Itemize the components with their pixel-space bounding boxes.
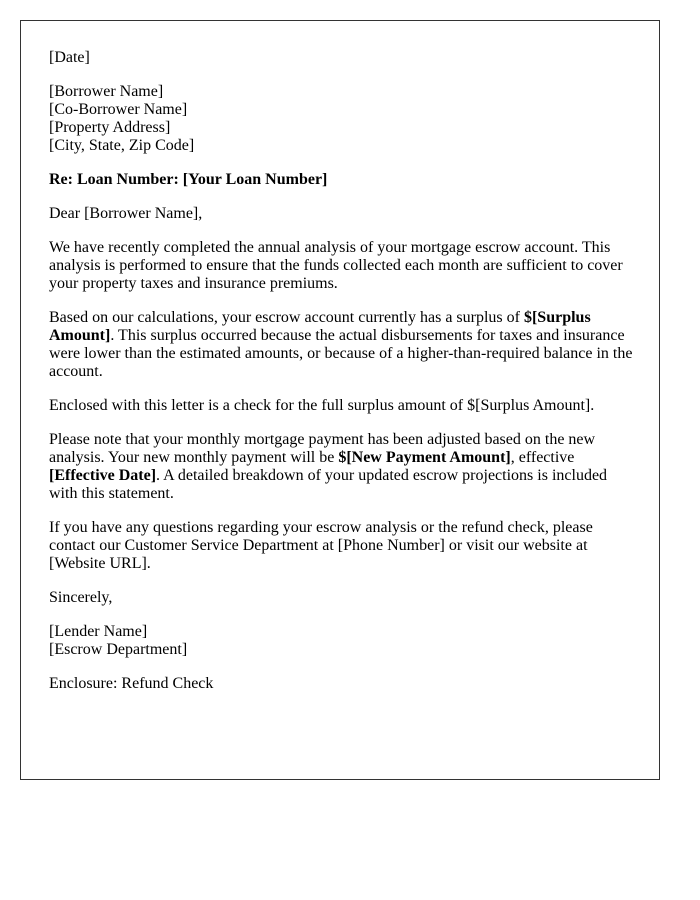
payment-text-post: . A detailed breakdown of your updated escrow projections is included with this statement. xyxy=(49,467,608,502)
effective-date: [Effective Date] xyxy=(49,467,157,484)
subject-text: Re: Loan Number: [Your Loan Number] xyxy=(49,171,328,188)
letter-date: [Date] xyxy=(49,49,90,66)
signature-block xyxy=(49,623,639,659)
letter-page xyxy=(20,20,660,780)
closing: Sincerely, xyxy=(49,589,113,606)
borrower-name: [Borrower Name] xyxy=(49,83,164,100)
surplus-amount: $[Surplus Amount] xyxy=(49,309,591,344)
payment-text-mid: , effective xyxy=(510,449,575,466)
payment-text-pre: Please note that your monthly mortgage payment has been adjusted based on the new analysis. Your new monthly payment will be xyxy=(49,431,596,466)
lender-name: [Lender Name] xyxy=(49,623,148,640)
enclosure-note: Enclosure: Refund Check xyxy=(49,675,214,692)
city-state-zip: [City, State, Zip Code] xyxy=(49,137,195,154)
paragraph-surplus xyxy=(49,309,639,381)
escrow-department: [Escrow Department] xyxy=(49,641,188,658)
property-address: [Property Address] xyxy=(49,119,171,136)
letter-content xyxy=(49,49,639,709)
paragraph-enclosed-check: Enclosed with this letter is a check for the full surplus amount of $[Surplus Amount]. xyxy=(49,397,595,414)
subject-line xyxy=(49,171,639,189)
paragraph-contact: If you have any questions regarding your escrow analysis or the refund check, please contact our Customer Service Department at [Phone Number] or visit our website at [Website URL]. xyxy=(49,519,593,572)
salutation: Dear [Borrower Name], xyxy=(49,205,203,222)
surplus-text-post: . This surplus occurred because the actual disbursements for taxes and insurance were lower than the estimated amounts, or because of a higher-than-required balance in the account. xyxy=(49,327,633,380)
paragraph-payment-adjustment xyxy=(49,431,639,503)
recipient-address-block xyxy=(49,83,639,155)
new-payment-amount: $[New Payment Amount] xyxy=(338,449,511,466)
co-borrower-name: [Co-Borrower Name] xyxy=(49,101,188,118)
paragraph-analysis-intro: We have recently completed the annual analysis of your mortgage escrow account. This analysis is performed to ensure that the funds collected each month are sufficient to cover your property taxes and insurance premiums. xyxy=(49,239,623,292)
surplus-text-pre: Based on our calculations, your escrow account currently has a surplus of xyxy=(49,309,524,326)
